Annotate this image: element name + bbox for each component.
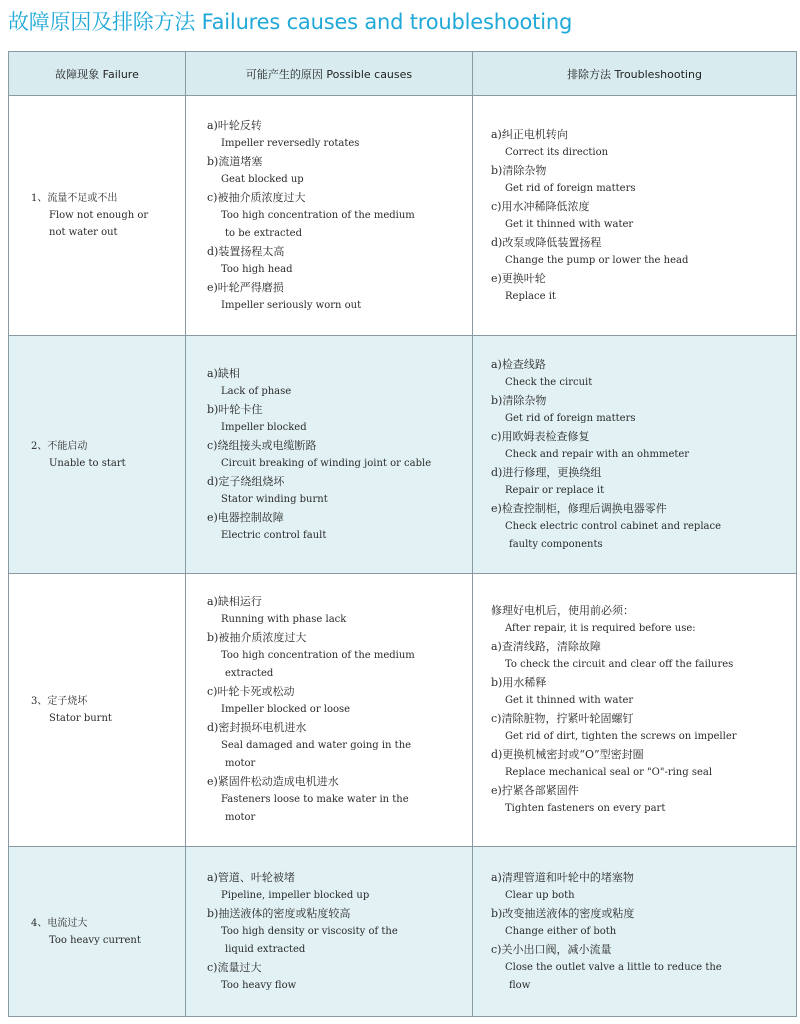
fix-item: d)改泵或降低装置扬程: [491, 235, 602, 249]
table-body: [9, 96, 797, 1017]
cause-item: b)流道堵塞: [207, 154, 263, 168]
cause-item-english: Pipeline, impeller blocked up: [221, 889, 370, 901]
cause-item-english: Geat blocked up: [221, 173, 304, 185]
failure-english: Unable to start: [49, 457, 126, 469]
page-title: 故障原因及排除方法 Failures causes and troubleshooting: [8, 10, 573, 34]
causes-cell: [186, 96, 473, 336]
fix-item-english: Clear up both: [505, 889, 575, 901]
table-row: [9, 96, 797, 336]
header-failure: 故障现象 Failure: [9, 52, 186, 96]
cause-item-english: Impeller reversedly rotates: [221, 137, 360, 149]
troubleshooting-table: [8, 51, 797, 1017]
fix-item: 修理好电机后，使用前必须：: [491, 604, 634, 617]
cause-item-english: Lack of phase: [221, 385, 292, 397]
failure-title: 4、电流过大: [31, 917, 88, 929]
cause-item: e)叶轮严得磨损: [207, 280, 284, 294]
failure-cell: [9, 336, 186, 574]
cause-item: d)装置扬程太高: [207, 244, 285, 258]
fixs-cell: [473, 336, 797, 574]
fix-item-english: Change the pump or lower the head: [505, 254, 689, 266]
fix-item: c)清除脏物，拧紧叶轮固螺钉: [491, 712, 634, 725]
cause-item: a)缺相: [207, 366, 240, 380]
fix-item-english: flow: [509, 979, 531, 991]
fix-item: b)用水稀释: [491, 676, 547, 689]
cause-item: c)流量过大: [207, 960, 262, 974]
cause-item: b)抽送液体的密度或粘度较高: [207, 906, 351, 920]
cause-item-english: liquid extracted: [225, 943, 306, 955]
cause-item: a)缺相运行: [207, 595, 262, 608]
fix-item-english: Get rid of foreign matters: [505, 412, 636, 424]
fix-item-english: faulty components: [509, 538, 603, 550]
table-row: [9, 847, 797, 1017]
failure-english: Too heavy current: [49, 934, 141, 946]
fix-item: e)检查控制柜，修理后调换电器零件: [491, 501, 667, 515]
fix-item-english: Get rid of foreign matters: [505, 182, 636, 194]
cause-item-english: Too high concentration of the medium: [221, 650, 415, 661]
fix-item-english: Get rid of dirt, tighten the screws on impeller: [505, 731, 737, 742]
fix-item-english: Replace it: [505, 290, 556, 302]
fix-item-english: Close the outlet valve a little to reduce the: [505, 961, 722, 973]
table-header-row: [9, 52, 797, 96]
failure-cell: [9, 574, 186, 847]
fix-item: d)更换机械密封或“O”型密封圈: [491, 748, 644, 761]
causes-cell: [186, 574, 473, 847]
cause-item-english: Fasteners loose to make water in the: [221, 794, 409, 805]
fix-item: c)关小出口阀，减小流量: [491, 942, 612, 956]
fix-item-english: Replace mechanical seal or "O"-ring seal: [505, 767, 713, 778]
cause-item-english: extracted: [225, 668, 274, 679]
cause-item: d)密封损坏电机进水: [207, 721, 307, 734]
fix-item: a)清理管道和叶轮中的堵塞物: [491, 870, 634, 884]
fix-item-english: Repair or replace it: [505, 484, 605, 496]
fix-item-english: Check the circuit: [505, 376, 593, 388]
fixs-cell: [473, 847, 797, 1017]
failure-english: Flow not enough or: [49, 210, 149, 221]
cause-item-english: Impeller blocked or loose: [221, 704, 351, 715]
cause-item-english: Stator winding burnt: [221, 493, 328, 505]
cause-item-english: Electric control fault: [221, 529, 327, 541]
cause-item-english: Circuit breaking of winding joint or cable: [221, 457, 432, 469]
fix-item: d)进行修理，更换绕组: [491, 465, 602, 479]
fix-item: b)清除杂物: [491, 163, 547, 177]
header-troubleshooting: 排除方法 Troubleshooting: [473, 52, 797, 96]
cause-item-english: to be extracted: [225, 227, 302, 239]
fix-item: b)清除杂物: [491, 393, 547, 407]
cause-item: a)叶轮反转: [207, 118, 262, 132]
fix-item: a)查清线路，清除故障: [491, 640, 601, 653]
fix-item-english: Get it thinned with water: [505, 695, 634, 706]
fix-item: b)改变抽送液体的密度或粘度: [491, 906, 635, 920]
cause-item: b)被抽介质浓度过大: [207, 631, 307, 644]
cause-item-english: motor: [225, 812, 256, 823]
cause-item-english: Impeller blocked: [221, 421, 307, 433]
causes-cell: [186, 336, 473, 574]
fix-item-english: Correct its direction: [505, 146, 609, 158]
fix-item-english: After repair, it is required before use:: [505, 623, 696, 634]
cause-item: e)紧固件松动造成电机进水: [207, 775, 339, 788]
table-row: [9, 336, 797, 574]
cause-item: e)电器控制故障: [207, 510, 284, 524]
table-row: [9, 574, 797, 847]
fix-item-english: Change either of both: [505, 925, 617, 937]
failure-title: 1、流量不足或不出: [31, 193, 118, 204]
failure-title: 3、定子烧坏: [31, 696, 88, 707]
cause-item-english: Too high concentration of the medium: [221, 209, 415, 221]
cause-item: c)叶轮卡死或松动: [207, 685, 295, 698]
failure-title: 2、不能启动: [31, 440, 88, 452]
fix-item: e)更换叶轮: [491, 271, 546, 285]
failure-cell: [9, 96, 186, 336]
fix-item-english: To check the circuit and clear off the failures: [505, 659, 734, 670]
cause-item-english: Seal damaged and water going in the: [221, 740, 412, 751]
fix-item-english: Get it thinned with water: [505, 218, 634, 230]
fix-item-english: Check electric control cabinet and replace: [505, 520, 721, 532]
cause-item: c)被抽介质浓度过大: [207, 190, 306, 204]
fix-item: a)检查线路: [491, 357, 546, 371]
fix-item: c)用水冲稀降低浓度: [491, 199, 590, 213]
fix-item: a)纠正电机转向: [491, 127, 568, 141]
cause-item: a)管道、叶轮被堵: [207, 870, 295, 884]
cause-item-english: Running with phase lack: [221, 614, 347, 625]
cause-item-english: Impeller seriously worn out: [221, 299, 362, 311]
header-causes: 可能产生的原因 Possible causes: [186, 52, 473, 96]
failure-english: Stator burnt: [49, 713, 112, 724]
cause-item-english: Too high head: [221, 263, 293, 275]
fix-item: e)拧紧各部紧固件: [491, 784, 579, 797]
cause-item: b)叶轮卡住: [207, 402, 263, 416]
cause-item-english: Too high density or viscosity of the: [221, 925, 398, 937]
fix-item-english: Tighten fasteners on every part: [505, 803, 666, 814]
fixs-cell: [473, 574, 797, 847]
causes-cell: [186, 847, 473, 1017]
cause-item: c)绕组接头或电缆断路: [207, 438, 317, 452]
cause-item-english: motor: [225, 758, 256, 769]
fixs-cell: [473, 96, 797, 336]
fix-item-english: Check and repair with an ohmmeter: [505, 448, 690, 460]
cause-item-english: Too heavy flow: [221, 979, 297, 991]
cause-item: d)定子绕组烧坏: [207, 474, 285, 488]
failure-cell: [9, 847, 186, 1017]
failure-english: not water out: [49, 227, 118, 238]
fix-item: c)用欧姆表检查修复: [491, 429, 590, 443]
